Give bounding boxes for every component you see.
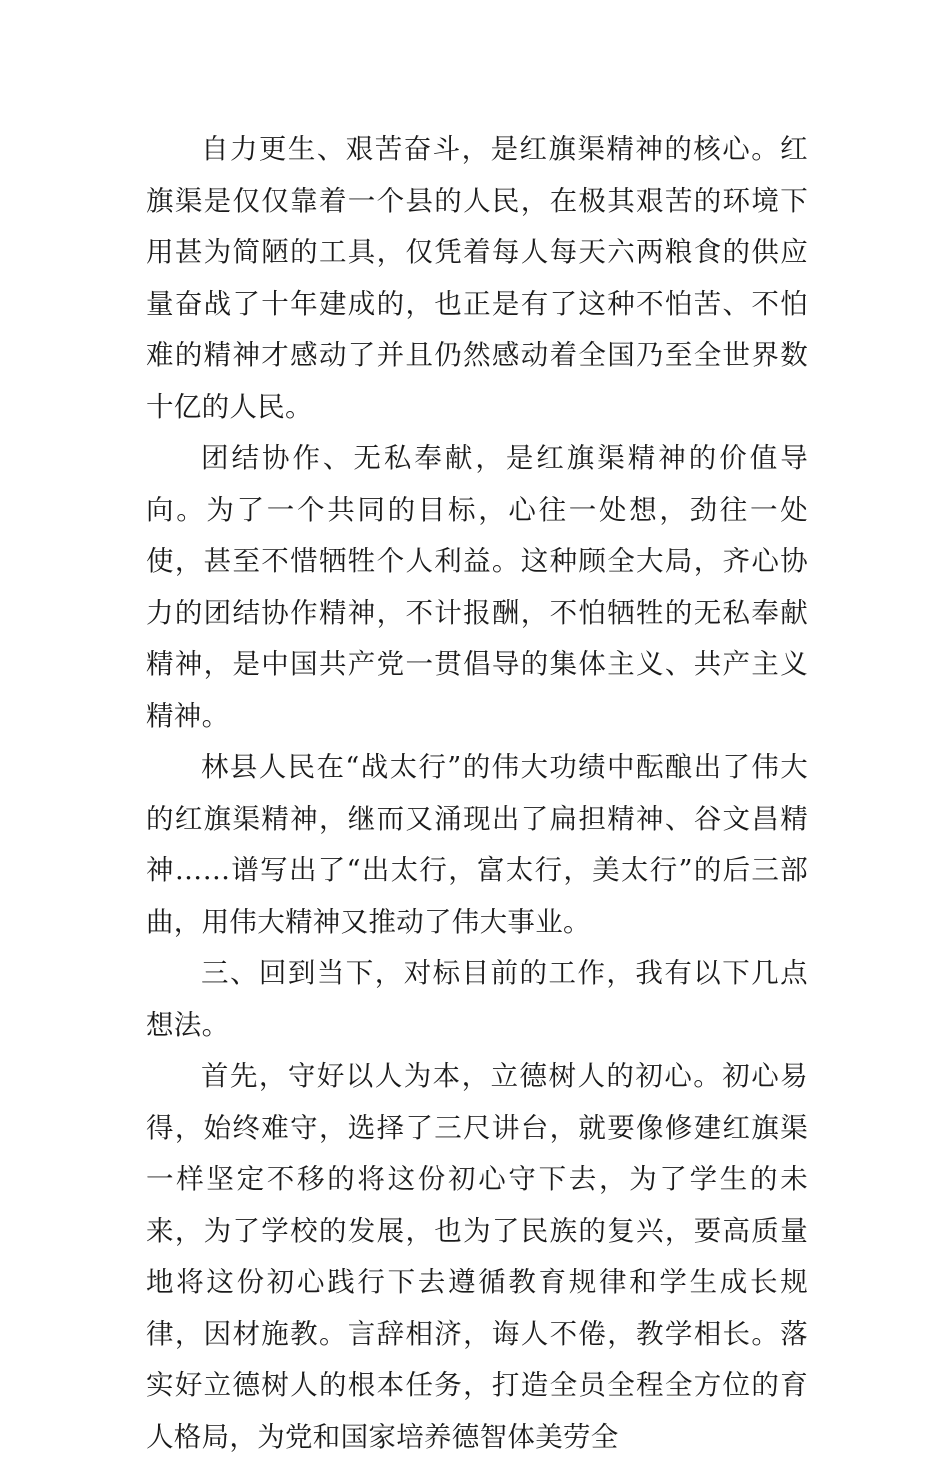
section-heading-three: 三、回到当下，对标目前的工作，我有以下几点想法。 bbox=[146, 957, 808, 1041]
paragraph-teamwork: 团结协作、无私奉献，是红旗渠精神的价值导向。为了一个共同的目标，心往一处想，劲往一处使，甚至不惜牺牲个人利益。这种顾全大局，齐心协力的团结协作精神，不计报酬，不怕牺牲的无私奉献精神，是中国共产党一贯倡导的集体主义、共产主义精神。 bbox=[146, 442, 808, 732]
document-page bbox=[146, 124, 808, 1463]
paragraph-self-reliance: 自力更生、艰苦奋斗，是红旗渠精神的核心。红旗渠是仅仅靠着一个县的人民，在极其艰苦的环境下用甚为简陋的工具，仅凭着每人每天六两粮食的供应量奋战了十年建成的，也正是有了这种不怕苦、不怕难的精神才感动了并且仍然感动着全国乃至全世界数十亿的人民。 bbox=[146, 133, 808, 423]
paragraph-linxian-people: 林县人民在“战太行”的伟大功绩中酝酿出了伟大的红旗渠精神，继而又涌现出了扁担精神、谷文昌精神……谱写出了“出太行，富太行，美太行”的后三部曲，用伟大精神又推动了伟大事业。 bbox=[146, 751, 808, 938]
paragraph-first-point: 首先，守好以人为本，立德树人的初心。初心易得，始终难守，选择了三尺讲台，就要像修建红旗渠一样坚定不移的将这份初心守下去，为了学生的未来，为了学校的发展，也为了民族的复兴，要高质量地将这份初心践行下去遵循教育规律和学生成长规律，因材施教。言辞相济，诲人不倦，教学相长。落实好立德树人的根本任务，打造全员全程全方位的育人格局，为党和国家培养德智体美劳全 bbox=[146, 1060, 808, 1453]
